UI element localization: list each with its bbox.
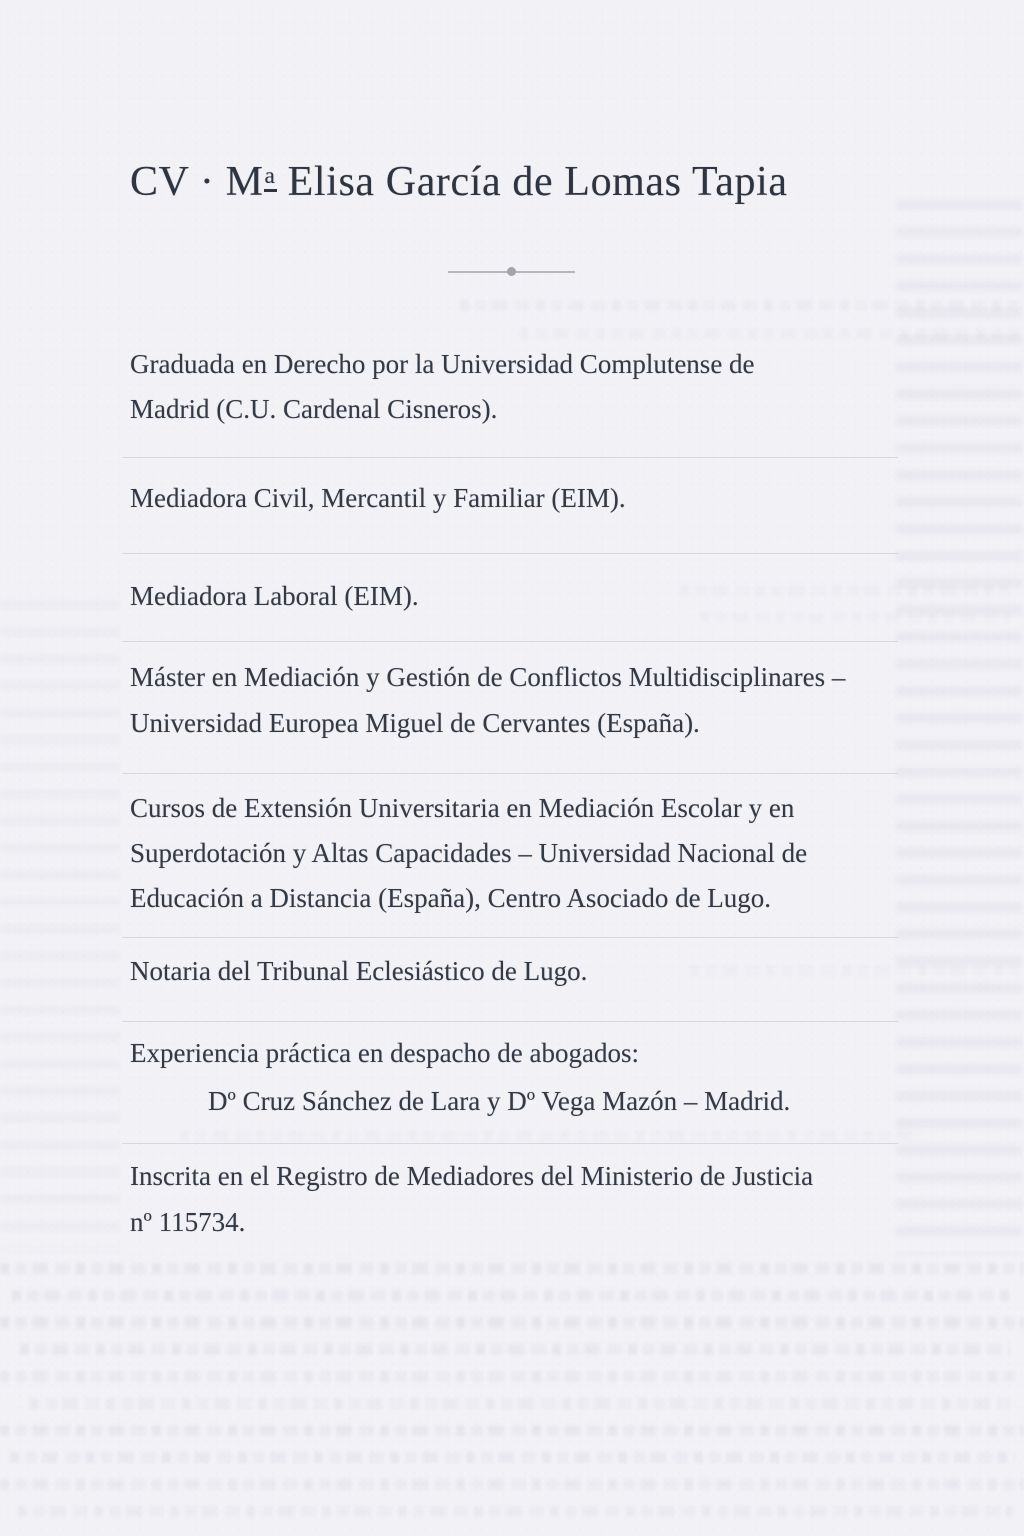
registry-line-1: Inscrita en el Registro de Mediadores del Ministerio de Justicia: [130, 1161, 814, 1191]
section-separator: [122, 641, 898, 642]
bleed-line: [0, 1371, 1015, 1382]
bleed-line: [0, 1425, 1024, 1436]
courses-line-3: Educación a Distancia (España), Centro Asociado de Lugo.: [130, 883, 772, 913]
title-divider: [448, 266, 575, 277]
bleed-line: [680, 585, 1010, 596]
courses-line-2: Superdotación y Altas Capacidades – Universidad Nacional de: [130, 838, 808, 868]
bleed-column-right: [896, 200, 1022, 1255]
feminine-ordinal-indicator: a: [264, 165, 277, 193]
bleed-column-left: [0, 600, 120, 1250]
bleed-line: [10, 1452, 1015, 1463]
bleed-line: [460, 300, 1020, 311]
section-separator: [122, 553, 898, 554]
title-text-pre: CV · M: [130, 159, 264, 205]
law-degree-line-1: Graduada en Derecho por la Universidad Complutense de: [130, 349, 755, 379]
bleed-line: [0, 1263, 1024, 1274]
bleed-line: [20, 1344, 1010, 1355]
bleed-line: [30, 1398, 1010, 1409]
master-line-2: Universidad Europea Miguel de Cervantes (España).: [130, 708, 700, 738]
bleed-line: [0, 1317, 1024, 1328]
registry-line-2: nº 115734.: [130, 1207, 246, 1237]
civil-mediator-line: Mediadora Civil, Mercantil y Familiar (EIM).: [130, 483, 626, 513]
bleed-line: [690, 965, 1020, 976]
bleed-line: [520, 328, 1020, 339]
section-separator: [122, 457, 898, 458]
experience-line-1: Experiencia práctica en despacho de abogados:: [130, 1038, 640, 1068]
bleed-line: [0, 1479, 1024, 1490]
section-separator: [122, 937, 898, 938]
divider-dot-icon: [507, 267, 516, 276]
bleed-line: [180, 1130, 920, 1141]
section-separator: [122, 1143, 898, 1144]
page-title: [130, 158, 788, 206]
bleed-line: [18, 1506, 1013, 1517]
section-separator: [122, 1021, 898, 1022]
notary-line: Notaria del Tribunal Eclesiástico de Lugo.: [130, 956, 588, 986]
experience-line-2: Dº Cruz Sánchez de Lara y Dº Vega Mazón – Madrid.: [208, 1086, 791, 1116]
bleed-line: [700, 612, 1010, 623]
bleed-line: [12, 1290, 1012, 1301]
labor-mediator-line: Mediadora Laboral (EIM).: [130, 581, 419, 611]
courses-line-1: Cursos de Extensión Universitaria en Mediación Escolar y en: [130, 793, 795, 823]
master-line-1: Máster en Mediación y Gestión de Conflictos Multidisciplinares –: [130, 662, 846, 692]
section-separator: [122, 773, 898, 774]
law-degree-line-2: Madrid (C.U. Cardenal Cisneros).: [130, 394, 498, 424]
title-text-post: Elisa García de Lomas Tapia: [276, 159, 788, 205]
